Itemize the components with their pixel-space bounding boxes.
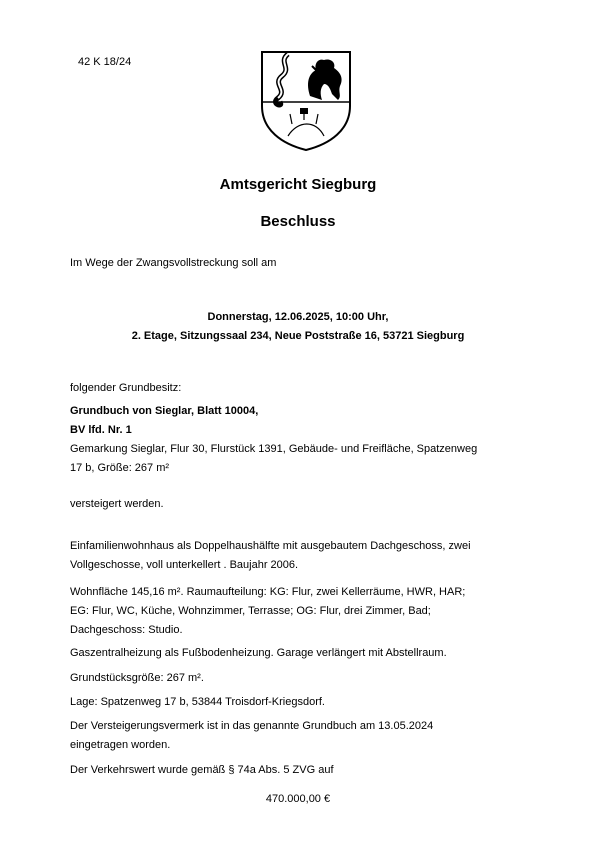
auction-date: Donnerstag, 12.06.2025, 10:00 Uhr, [207,311,389,323]
living-area-line-1: Wohnfläche 145,16 m². Raumaufteilung: KG: Flur, zwei Kellerräume, HWR, HAR; [70,586,466,598]
auction-location: 2. Etage, Sitzungssaal 234, Neue Poststraße 16, 53721 Siegburg [131,330,465,342]
plot-size-text: Grundstücksgröße: 267 m². [70,672,204,684]
auction-statement: versteigert werden. [70,498,164,510]
grundbuch-reference: Grundbuch von Sieglar, Blatt 10004, [70,405,259,417]
vermerk-line-2: eingetragen worden. [70,739,171,751]
intro-text: Im Wege der Zwangsvollstreckung soll am [70,257,277,269]
market-value-text: Der Verkehrswert wurde gemäß § 74a Abs. 5 ZVG auf [70,764,334,776]
living-area-line-3: Dachgeschoss: Studio. [70,624,183,636]
vermerk-line-1: Der Versteigerungsvermerk ist in das genannte Grundbuch am 13.05.2024 [70,720,434,732]
coat-of-arms-emblem [258,44,354,154]
file-reference: 42 K 18/24 [78,56,132,68]
court-title: Amtsgericht Siegburg [219,176,377,193]
description-line-1: Einfamilienwohnhaus als Doppelhaushälfte mit ausgebautem Dachgeschoss, zwei [70,540,471,552]
bv-number: BV lfd. Nr. 1 [70,424,132,436]
heating-text: Gaszentralheizung als Fußbodenheizung. Garage verlängert mit Abstellraum. [70,647,447,659]
property-intro: folgender Grundbesitz: [70,382,182,394]
decision-heading: Beschluss [260,213,336,230]
description-line-2: Vollgeschosse, voll unterkellert . Baujahr 2006. [70,559,299,571]
location-text: Lage: Spatzenweg 17 b, 53844 Troisdorf-Kriegsdorf. [70,696,325,708]
gemarkung-line-2: 17 b, Größe: 267 m² [70,462,170,474]
living-area-line-2: EG: Flur, WC, Küche, Wohnzimmer, Terrasse; OG: Flur, drei Zimmer, Bad; [70,605,431,617]
market-value-amount: 470.000,00 € [265,793,331,805]
gemarkung-line-1: Gemarkung Sieglar, Flur 30, Flurstück 1391, Gebäude- und Freifläche, Spatzenweg [70,443,478,455]
